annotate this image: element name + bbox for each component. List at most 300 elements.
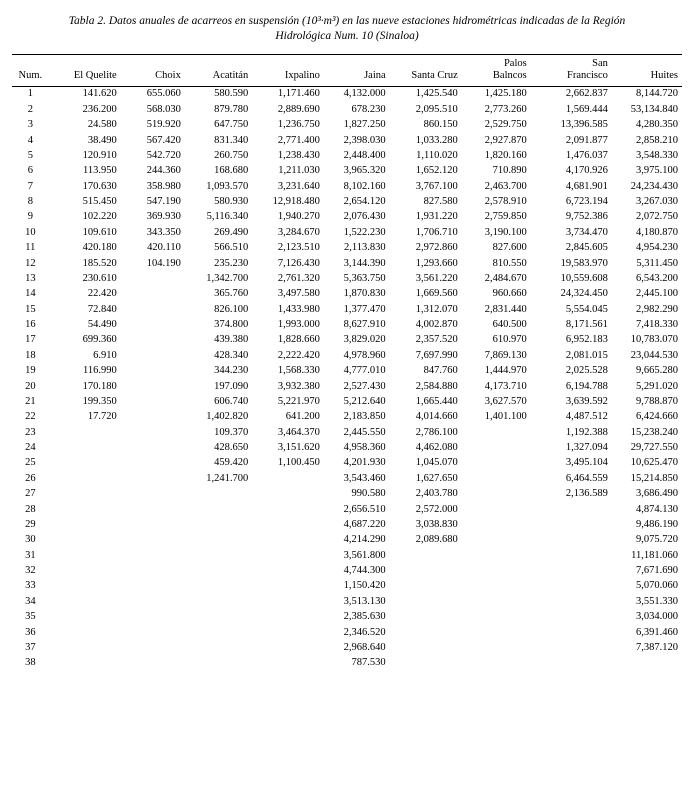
data-cell: 199.350 <box>82 395 117 407</box>
row-number-cell: 6 <box>27 165 33 177</box>
data-cell: 24,234.430 <box>630 180 678 192</box>
table-row <box>12 487 682 502</box>
table-row <box>12 210 682 225</box>
data-cell: 5,221.970 <box>277 395 320 407</box>
data-cell: 1,931.220 <box>415 211 458 223</box>
data-cell: 38.490 <box>87 134 117 146</box>
table-row <box>12 533 682 548</box>
data-cell <box>252 548 324 563</box>
data-cell <box>121 656 185 671</box>
data-cell: 1,402.820 <box>206 411 249 423</box>
data-cell: 641.200 <box>285 411 320 423</box>
data-cell: 10,783.070 <box>630 334 678 346</box>
data-cell <box>462 441 531 456</box>
data-cell: 3,513.130 <box>343 595 386 607</box>
column-header-palos-blancos-line-1: Palos <box>503 58 527 69</box>
data-cell <box>185 533 252 548</box>
data-cell: 568.030 <box>146 103 181 115</box>
data-cell <box>49 471 121 486</box>
data-cell: 1,706.710 <box>415 226 458 238</box>
data-cell: 7,671.690 <box>636 565 678 577</box>
row-number-cell: 30 <box>25 534 36 546</box>
table-row <box>12 287 682 302</box>
data-cell <box>185 564 252 579</box>
data-cell: 2,081.015 <box>565 349 608 361</box>
data-cell: 647.750 <box>214 119 249 131</box>
data-cell: 1,093.570 <box>206 180 249 192</box>
table-row <box>12 87 682 103</box>
data-cell: 580.930 <box>214 196 249 208</box>
data-cell: 7,869.130 <box>484 349 527 361</box>
row-number-cell: 7 <box>27 180 33 192</box>
data-cell <box>531 641 612 656</box>
data-cell: 2,346.520 <box>343 626 386 638</box>
data-cell: 1,110.020 <box>416 149 458 161</box>
data-cell <box>390 625 462 640</box>
data-cell: 3,267.030 <box>636 196 678 208</box>
data-cell: 3,548.330 <box>636 149 678 161</box>
row-number-cell: 18 <box>25 349 36 361</box>
data-cell <box>531 610 612 625</box>
row-number-cell: 21 <box>25 395 36 407</box>
table-row <box>12 456 682 471</box>
table-row <box>12 364 682 379</box>
data-cell <box>185 518 252 533</box>
data-cell <box>121 610 185 625</box>
column-header-ixpalino: Ixpalino <box>252 55 324 87</box>
row-number-cell: 12 <box>25 257 36 269</box>
table-row <box>12 656 682 671</box>
row-number-cell: 2 <box>27 103 33 115</box>
data-cell: 1,192.388 <box>565 426 608 438</box>
data-cell: 3,767.100 <box>415 180 458 192</box>
data-cell: 420.180 <box>82 242 117 254</box>
table-row <box>12 579 682 594</box>
data-cell: 3,551.330 <box>636 595 678 607</box>
data-cell <box>390 610 462 625</box>
data-cell: 1,045.070 <box>415 457 458 469</box>
data-cell: 1,150.420 <box>343 580 386 592</box>
data-cell: 2,403.780 <box>415 488 458 500</box>
data-cell: 810.550 <box>492 257 527 269</box>
data-cell: 4,173.710 <box>484 380 527 392</box>
data-cell: 1,820.160 <box>484 149 527 161</box>
data-cell: 606.740 <box>214 395 249 407</box>
data-cell: 5,554.045 <box>565 303 608 315</box>
data-cell: 2,656.510 <box>343 503 386 515</box>
data-cell: 1,425.180 <box>484 88 527 100</box>
data-cell: 7,126.430 <box>277 257 320 269</box>
data-cell: 3,829.020 <box>343 334 386 346</box>
data-cell: 4,954.230 <box>636 242 678 254</box>
data-cell <box>49 579 121 594</box>
data-cell: 12,918.480 <box>272 196 320 208</box>
data-cell: 542.720 <box>146 149 181 161</box>
data-cell <box>121 441 185 456</box>
data-cell: 2,448.400 <box>343 149 386 161</box>
data-cell: 374.800 <box>214 319 249 331</box>
data-cell <box>49 594 121 609</box>
data-cell: 4,002.870 <box>415 319 458 331</box>
table-row <box>12 149 682 164</box>
row-number-cell: 37 <box>25 641 36 653</box>
row-number-cell: 24 <box>25 442 36 454</box>
row-number-cell: 3 <box>27 119 33 131</box>
data-cell: 15,238.240 <box>630 426 678 438</box>
data-cell: 4,874.130 <box>636 503 678 515</box>
table-row <box>12 333 682 348</box>
data-cell: 3,464.370 <box>277 426 320 438</box>
data-cell <box>185 641 252 656</box>
data-cell: 9,788.870 <box>636 395 678 407</box>
data-cell: 519.920 <box>146 119 181 131</box>
data-cell: 7,697.990 <box>415 349 458 361</box>
data-cell: 2,529.750 <box>484 119 527 131</box>
data-cell <box>49 425 121 440</box>
data-cell <box>462 610 531 625</box>
data-cell <box>531 548 612 563</box>
data-cell <box>252 610 324 625</box>
data-cell: 4,280.350 <box>636 119 678 131</box>
data-cell <box>121 410 185 425</box>
data-cell: 197.090 <box>214 380 249 392</box>
data-cell: 827.580 <box>423 196 458 208</box>
data-cell: 847.760 <box>423 365 458 377</box>
data-cell: 3,965.320 <box>343 165 386 177</box>
data-cell: 15,214.850 <box>630 472 678 484</box>
data-cell: 827.600 <box>492 242 527 254</box>
data-cell: 428.650 <box>214 442 249 454</box>
data-cell <box>121 379 185 394</box>
data-cell <box>462 579 531 594</box>
data-cell: 109.370 <box>214 426 249 438</box>
data-cell <box>49 625 121 640</box>
data-cell: 1,100.450 <box>277 457 320 469</box>
data-cell: 5,363.750 <box>343 272 386 284</box>
data-cell <box>531 656 612 671</box>
data-cell: 120.910 <box>82 149 117 161</box>
table-header <box>12 55 682 87</box>
data-cell <box>390 579 462 594</box>
data-cell: 3,561.220 <box>415 272 458 284</box>
data-cell <box>49 487 121 502</box>
data-cell: 7,387.120 <box>636 641 678 653</box>
data-cell <box>462 456 531 471</box>
data-cell: 2,091.877 <box>565 134 608 146</box>
table-caption <box>20 14 674 44</box>
data-cell: 2,584.880 <box>415 380 458 392</box>
data-cell: 6,424.660 <box>636 411 678 423</box>
data-cell: 2,445.550 <box>343 426 386 438</box>
row-number-cell: 19 <box>25 365 36 377</box>
data-cell <box>49 641 121 656</box>
data-cell: 3,627.570 <box>484 395 527 407</box>
data-cell: 185.520 <box>82 257 117 269</box>
data-cell <box>49 533 121 548</box>
data-cell: 439.380 <box>214 334 249 346</box>
data-cell: 1,033.280 <box>415 134 458 146</box>
data-cell: 2,527.430 <box>343 380 386 392</box>
data-cell: 879.780 <box>214 103 249 115</box>
table-header-row <box>12 55 682 87</box>
data-cell: 9,486.190 <box>636 518 678 530</box>
data-cell <box>462 548 531 563</box>
data-cell <box>531 564 612 579</box>
data-cell <box>121 518 185 533</box>
data-cell <box>121 318 185 333</box>
data-cell <box>252 502 324 517</box>
data-cell: 2,072.750 <box>636 211 678 223</box>
column-header-santa-cruz: Santa Cruz <box>390 55 462 87</box>
data-cell <box>462 594 531 609</box>
data-cell: 2,113.830 <box>344 242 386 254</box>
data-cell: 17.720 <box>87 411 117 423</box>
column-header-choix: Choix <box>121 55 185 87</box>
data-cell: 860.150 <box>423 119 458 131</box>
data-cell <box>462 471 531 486</box>
data-cell <box>390 564 462 579</box>
data-cell: 1,425.540 <box>415 88 458 100</box>
table-row <box>12 102 682 117</box>
data-cell: 2,578.910 <box>484 196 527 208</box>
data-cell: 3,561.800 <box>343 549 386 561</box>
row-number-cell: 23 <box>25 426 36 438</box>
row-number-cell: 1 <box>27 88 33 100</box>
data-cell: 1,476.037 <box>565 149 608 161</box>
table-row <box>12 195 682 210</box>
data-cell: 54.490 <box>87 319 117 331</box>
data-cell: 2,222.420 <box>277 349 320 361</box>
data-cell <box>185 548 252 563</box>
data-cell <box>390 641 462 656</box>
row-number-cell: 31 <box>25 549 36 561</box>
row-number-cell: 26 <box>25 472 36 484</box>
data-cell: 4,978.960 <box>343 349 386 361</box>
data-cell: 2,927.870 <box>484 134 527 146</box>
data-cell: 2,759.850 <box>484 211 527 223</box>
data-cell: 4,214.290 <box>343 534 386 546</box>
data-cell: 2,463.700 <box>484 180 527 192</box>
data-cell <box>531 579 612 594</box>
data-cell: 2,773.260 <box>484 103 527 115</box>
data-cell <box>531 502 612 517</box>
row-number-cell: 4 <box>27 134 33 146</box>
data-cell <box>121 594 185 609</box>
data-cell: 960.660 <box>492 288 527 300</box>
row-number-cell: 38 <box>25 657 36 669</box>
data-cell: 4,777.010 <box>343 365 386 377</box>
data-cell <box>185 487 252 502</box>
column-header-palos-blancos-line-2: Balncos <box>492 69 527 81</box>
data-cell: 2,123.510 <box>277 242 320 254</box>
data-cell: 831.340 <box>214 134 249 146</box>
data-cell: 2,385.630 <box>343 611 386 623</box>
data-cell <box>462 656 531 671</box>
data-cell: 4,014.660 <box>415 411 458 423</box>
data-cell: 1,444.970 <box>484 365 527 377</box>
data-cell: 6,952.183 <box>565 334 608 346</box>
data-cell: 3,144.390 <box>343 257 386 269</box>
table-body <box>12 87 682 672</box>
data-cell: 5,116.340 <box>206 211 249 223</box>
data-cell: 826.100 <box>214 303 249 315</box>
data-cell: 22.420 <box>87 288 117 300</box>
data-cell: 420.110 <box>147 242 181 254</box>
column-header-san-francisco-line-1: San <box>592 58 608 69</box>
table-row <box>12 548 682 563</box>
data-cell: 4,201.930 <box>343 457 386 469</box>
data-cell: 1,522.230 <box>343 226 386 238</box>
table-row <box>12 348 682 363</box>
row-number-cell: 10 <box>25 226 36 238</box>
data-cell: 1,377.470 <box>343 303 386 315</box>
data-cell <box>390 548 462 563</box>
row-number-cell: 13 <box>25 272 36 284</box>
table-row <box>12 395 682 410</box>
table-row <box>12 164 682 179</box>
data-cell: 2,968.640 <box>343 641 386 653</box>
row-number-cell: 29 <box>25 518 36 530</box>
table-row <box>12 564 682 579</box>
data-cell: 72.840 <box>87 303 117 315</box>
data-cell <box>390 594 462 609</box>
data-cell: 1,293.660 <box>415 257 458 269</box>
data-cell: 13,396.585 <box>560 119 608 131</box>
table-row <box>12 318 682 333</box>
data-cell: 1,241.700 <box>206 472 249 484</box>
table-row <box>12 256 682 271</box>
row-number-cell: 5 <box>27 149 33 161</box>
column-header-san-francisco-line-2: Francisco <box>567 69 608 81</box>
data-cell: 6,723.194 <box>565 196 608 208</box>
data-cell: 459.420 <box>214 457 249 469</box>
row-number-cell: 15 <box>25 303 36 315</box>
data-cell: 2,761.320 <box>277 272 320 284</box>
data-cell: 6,464.559 <box>565 472 608 484</box>
data-cell: 3,284.670 <box>277 226 320 238</box>
data-cell: 3,497.580 <box>277 288 320 300</box>
data-cell: 113.950 <box>82 165 117 177</box>
data-cell: 5,291.020 <box>636 380 678 392</box>
data-cell: 9,752.386 <box>565 211 608 223</box>
data-cell: 8,627.910 <box>343 319 386 331</box>
data-cell: 1,238.430 <box>277 149 320 161</box>
table-row <box>12 302 682 317</box>
data-cell: 24,324.450 <box>560 288 608 300</box>
data-cell: 1,236.750 <box>277 119 320 131</box>
data-cell <box>121 364 185 379</box>
data-cell: 260.750 <box>214 149 249 161</box>
data-cell: 2,845.605 <box>565 242 608 254</box>
data-cell: 6,194.788 <box>565 380 608 392</box>
data-cell <box>121 287 185 302</box>
data-cell <box>121 548 185 563</box>
table-row <box>12 641 682 656</box>
data-cell: 2,889.690 <box>277 103 320 115</box>
data-cell: 2,982.290 <box>636 303 678 315</box>
data-cell: 170.180 <box>82 380 117 392</box>
data-cell: 1,993.000 <box>277 319 320 331</box>
data-cell <box>252 656 324 671</box>
column-header-acatitan: Acatitán <box>185 55 252 87</box>
table-row <box>12 410 682 425</box>
data-cell <box>252 471 324 486</box>
data-cell: 1,312.070 <box>415 303 458 315</box>
row-number-cell: 17 <box>25 334 36 346</box>
data-cell: 2,183.850 <box>343 411 386 423</box>
data-cell: 1,870.830 <box>343 288 386 300</box>
data-cell <box>185 656 252 671</box>
data-cell <box>252 594 324 609</box>
data-cell: 24.580 <box>87 119 117 131</box>
data-cell <box>531 518 612 533</box>
data-cell: 2,786.100 <box>415 426 458 438</box>
data-cell <box>121 579 185 594</box>
data-cell: 8,171.561 <box>565 319 608 331</box>
data-cell: 6,391.460 <box>636 626 678 638</box>
data-cell <box>185 610 252 625</box>
data-cell: 3,034.000 <box>636 611 678 623</box>
data-cell: 1,171.460 <box>277 88 320 100</box>
data-cell <box>185 579 252 594</box>
data-cell <box>121 625 185 640</box>
data-cell: 2,858.210 <box>636 134 678 146</box>
data-cell: 1,669.560 <box>415 288 458 300</box>
row-number-cell: 16 <box>25 319 36 331</box>
data-cell <box>252 625 324 640</box>
data-cell <box>121 533 185 548</box>
data-cell: 369.930 <box>146 211 181 223</box>
data-cell: 580.590 <box>214 88 249 100</box>
row-number-cell: 34 <box>25 595 36 607</box>
data-cell: 1,401.100 <box>484 411 527 423</box>
data-cell <box>390 656 462 671</box>
data-cell: 1,627.650 <box>415 472 458 484</box>
data-cell: 1,652.120 <box>415 165 458 177</box>
data-cell <box>121 395 185 410</box>
row-number-cell: 14 <box>25 288 36 300</box>
table-row <box>12 610 682 625</box>
data-cell <box>462 502 531 517</box>
data-cell <box>185 594 252 609</box>
data-cell: 235.230 <box>214 257 249 269</box>
data-cell: 787.530 <box>351 657 386 669</box>
data-cell: 3,543.460 <box>343 472 386 484</box>
row-number-cell: 27 <box>25 488 36 500</box>
data-cell <box>121 456 185 471</box>
data-cell <box>462 564 531 579</box>
data-cell: 1,342.700 <box>206 272 249 284</box>
data-cell: 4,744.300 <box>343 565 386 577</box>
table-row <box>12 471 682 486</box>
data-cell: 168.680 <box>214 165 249 177</box>
data-cell: 6.910 <box>93 349 117 361</box>
data-cell: 3,639.592 <box>565 395 608 407</box>
column-header-huites: Huites <box>612 55 682 87</box>
row-number-cell: 20 <box>25 380 36 392</box>
column-header-num: Num. <box>12 55 49 87</box>
data-cell: 10,625.470 <box>630 457 678 469</box>
data-cell: 2,136.589 <box>565 488 608 500</box>
data-cell: 3,190.100 <box>484 226 527 238</box>
data-cell <box>49 502 121 517</box>
column-header-el-quelite: El Quelite <box>49 55 121 87</box>
data-cell: 566.510 <box>214 242 249 254</box>
data-cell: 3,038.830 <box>415 518 458 530</box>
data-cell: 1,569.444 <box>565 103 608 115</box>
data-cell: 11,181.060 <box>631 549 678 561</box>
data-cell: 3,151.620 <box>277 442 320 454</box>
